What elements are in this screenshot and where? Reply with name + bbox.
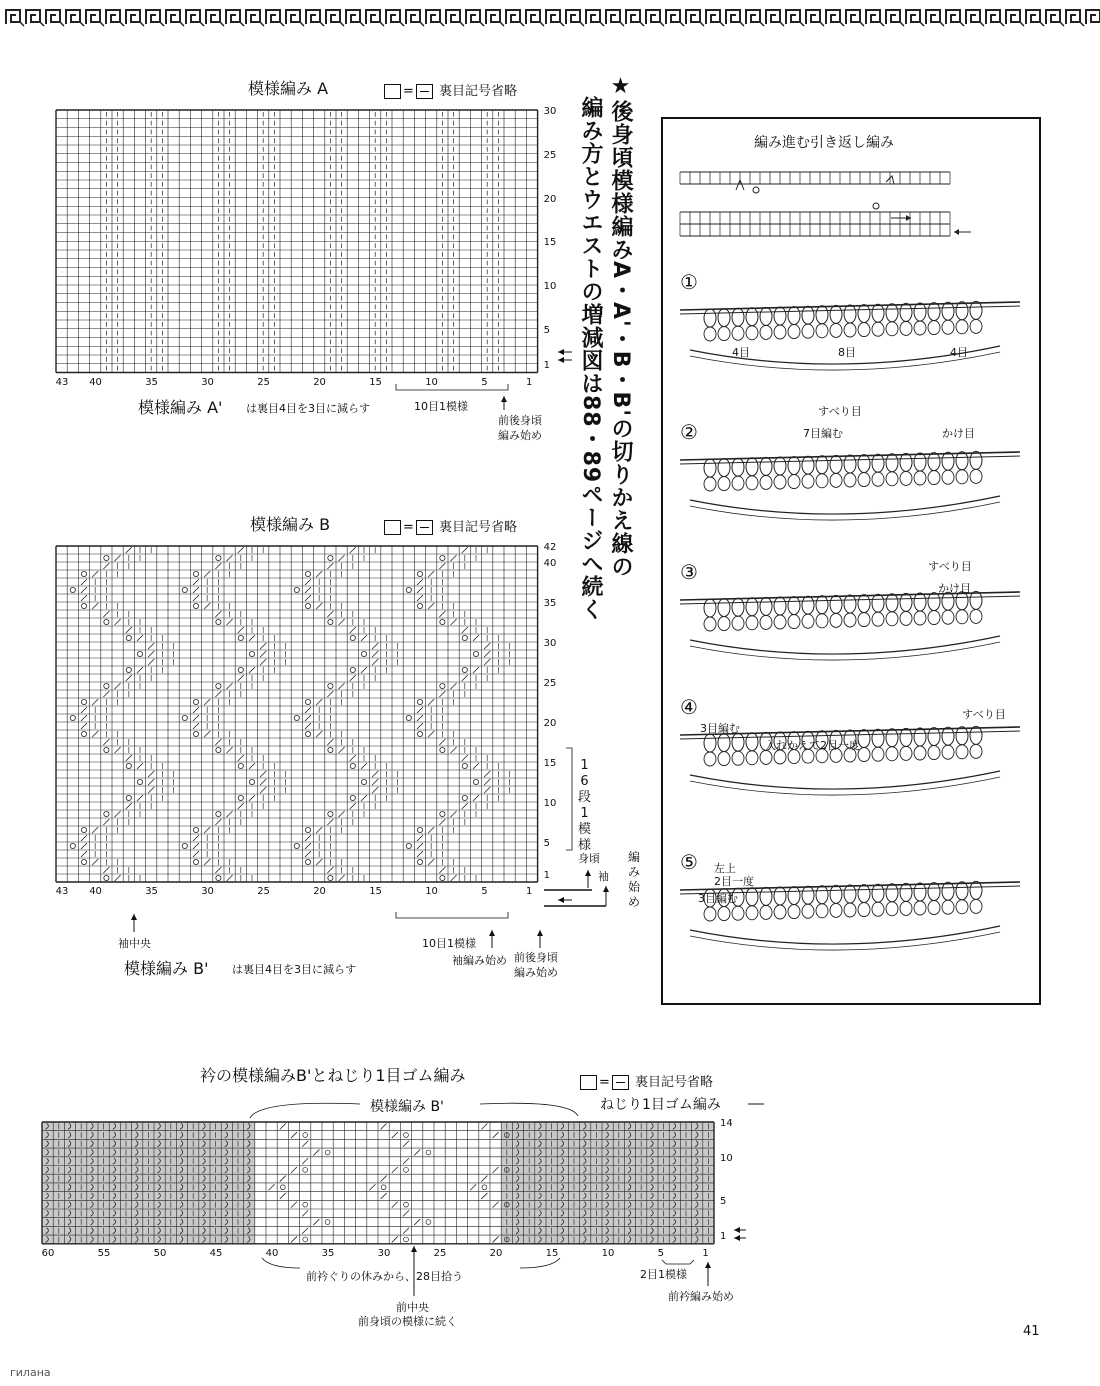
col-tick: 15 xyxy=(369,886,382,897)
col-tick: 30 xyxy=(201,886,214,897)
row-tick: 25 xyxy=(543,678,557,689)
collar-start-label: 前衿編み始め xyxy=(668,1290,734,1303)
col-tick: 10 xyxy=(601,1247,615,1259)
chart-a-repeat-label: 10目1模様 xyxy=(414,400,468,413)
start-char: 編 xyxy=(628,850,641,864)
col-tick: 25 xyxy=(433,1247,447,1259)
chart-a-legend: = 裏目記号省略 xyxy=(382,80,517,99)
legend-text: 裏目記号省略 xyxy=(439,84,518,99)
col-tick: 10 xyxy=(425,376,438,388)
knit-symbol-icon xyxy=(384,520,401,535)
purl-symbol-icon xyxy=(416,84,433,99)
chart-b-sleeve-label: 袖 xyxy=(598,870,609,883)
row-tick: 40 xyxy=(543,558,557,569)
col-tick: 60 xyxy=(41,1247,55,1259)
col-tick: 15 xyxy=(545,1247,559,1259)
collar-center-label: 前中央 xyxy=(396,1301,429,1314)
row-tick: 1 xyxy=(543,359,550,371)
step-label: すべり目 xyxy=(928,560,972,573)
row-tick: 10 xyxy=(543,798,557,809)
row-repeat-char: 段 xyxy=(578,790,592,805)
collar-continue-label: 前身頃の模様に続く xyxy=(358,1315,457,1328)
step-label: 4目 xyxy=(950,346,968,359)
step-number: ② xyxy=(680,420,698,444)
col-tick: 45 xyxy=(209,1247,223,1259)
row-tick: 10 xyxy=(720,1152,733,1164)
start-char: め xyxy=(628,895,641,909)
chart-b-frontback-1: 前後身頃 xyxy=(514,951,558,964)
row-tick: 10 xyxy=(543,281,557,292)
note-line-2: 編み方とウエストの増減図は88・89ページへ続く xyxy=(578,96,603,622)
top-border-ornament xyxy=(0,0,1100,36)
col-tick: 35 xyxy=(145,376,158,388)
row-tick: 1 xyxy=(720,1231,727,1243)
col-tick: 43 xyxy=(55,376,69,388)
col-tick: 35 xyxy=(321,1247,335,1259)
technique-title: 編み進む引き返し編み xyxy=(754,135,894,151)
step-label: 8目 xyxy=(838,346,856,359)
step-label: 2目一度 xyxy=(714,875,754,888)
col-tick: 1 xyxy=(702,1247,709,1259)
knit-symbol-icon xyxy=(384,84,401,99)
row-tick: 20 xyxy=(543,193,557,205)
step-label: かけ目 xyxy=(942,427,975,440)
row-tick: 1 xyxy=(543,870,550,881)
col-tick: 20 xyxy=(313,886,326,897)
col-tick: 40 xyxy=(89,886,102,897)
row-tick: 14 xyxy=(720,1118,733,1129)
col-tick: 43 xyxy=(55,886,69,897)
row-repeat-char: 6 xyxy=(580,774,589,789)
chart-b-start-vertical xyxy=(628,850,640,910)
step-label: 入れかえて2目一度 xyxy=(765,739,860,752)
col-tick: 25 xyxy=(257,376,270,388)
col-tick: 40 xyxy=(265,1247,279,1259)
purl-symbol-icon xyxy=(416,520,433,535)
row-repeat-char: 様 xyxy=(578,838,592,853)
chart-b-body-label: 身頃 xyxy=(578,852,600,865)
step-label: 4目 xyxy=(732,346,750,359)
row-tick: 35 xyxy=(543,598,557,609)
col-tick: 40 xyxy=(89,376,102,388)
collar-section-b: 模様編み B' xyxy=(370,1099,444,1115)
collar-repeat-label: 2目1模様 xyxy=(640,1268,687,1281)
chart-b-legend: = 裏目記号省略 xyxy=(382,516,517,535)
row-repeat-char: 1 xyxy=(580,758,589,773)
col-tick: 1 xyxy=(526,886,533,897)
chart-a-grid xyxy=(40,100,640,420)
col-tick: 50 xyxy=(153,1247,167,1259)
step-number: ⑤ xyxy=(680,850,698,874)
page-number: 41 xyxy=(1023,1324,1040,1339)
row-tick: 25 xyxy=(543,149,557,161)
chart-b-repeat-label: 10目1模様 xyxy=(422,937,476,950)
row-tick: 15 xyxy=(543,237,557,249)
col-tick: 20 xyxy=(489,1247,503,1259)
step-label: 左上 xyxy=(714,862,736,875)
col-tick: 20 xyxy=(313,376,326,388)
col-tick: 25 xyxy=(257,886,270,897)
row-tick: 30 xyxy=(543,638,557,649)
chart-b-sleeve-center: 袖中央 xyxy=(118,937,151,950)
col-tick: 5 xyxy=(657,1247,664,1259)
chart-a-start-label-1: 前後身頃 xyxy=(498,414,542,427)
col-tick: 55 xyxy=(97,1247,111,1259)
row-repeat-char: 1 xyxy=(580,806,589,821)
row-tick: 5 xyxy=(720,1196,727,1208)
chart-a-start-label-2: 編み始め xyxy=(498,429,542,442)
step-label: すべり目 xyxy=(962,708,1006,721)
col-tick: 30 xyxy=(201,376,214,388)
col-tick: 15 xyxy=(369,376,382,388)
note-line-1: ★後身頃模様編みA・A'・B・B'の切りかえ線の xyxy=(608,74,633,579)
knit-symbol-icon xyxy=(580,1075,597,1090)
col-tick: 5 xyxy=(481,886,488,897)
col-tick: 5 xyxy=(481,376,488,388)
chart-b-variant-title: 模様編み B' xyxy=(124,959,209,978)
step-label: 7目編む xyxy=(803,427,843,440)
step-label: すべり目 xyxy=(818,405,862,418)
chart-b-grid xyxy=(40,536,660,936)
technique-mini-chart xyxy=(676,166,976,246)
chart-a-variant-title: 模様編み A' xyxy=(138,398,223,417)
chart-b-sleeve-start: 袖編み始め xyxy=(452,954,507,967)
collar-pickup-note: 前衿ぐりの休みから、28目拾う xyxy=(306,1270,463,1283)
chart-b-variant-note: は裏目4目を3目に減らす xyxy=(232,963,356,976)
chart-a-title: 模様編み A xyxy=(248,79,329,98)
collar-grid xyxy=(30,1110,750,1260)
row-tick: 42 xyxy=(543,542,557,553)
row-tick: 15 xyxy=(543,758,557,769)
start-char: 始 xyxy=(628,880,641,894)
row-tick: 5 xyxy=(543,838,550,849)
legend-text: 裏目記号省略 xyxy=(635,1075,714,1090)
step-number: ④ xyxy=(680,695,698,719)
step-number: ③ xyxy=(680,560,698,584)
collar-title: 衿の模様編みB'とねじり1目ゴム編み xyxy=(200,1066,466,1085)
row-tick: 5 xyxy=(543,324,550,336)
chart-b-row-repeat-label xyxy=(578,758,591,854)
col-tick: 1 xyxy=(526,376,533,388)
chart-b-frontback-2: 編み始め xyxy=(514,966,558,979)
watermark: гилана xyxy=(10,1366,51,1379)
start-char: み xyxy=(628,865,641,879)
col-tick: 10 xyxy=(425,886,438,897)
chart-a-variant-note: は裏目4目を3目に減らす xyxy=(246,402,370,415)
step-number: ① xyxy=(680,270,698,294)
step-label: 3目編む xyxy=(698,892,738,905)
collar-legend: = 裏目記号省略 xyxy=(578,1071,713,1090)
purl-symbol-icon xyxy=(612,1075,629,1090)
collar-section-rib: ねじり1目ゴム編み xyxy=(600,1097,721,1113)
row-tick: 20 xyxy=(543,718,557,729)
step-label: かけ目 xyxy=(938,582,971,595)
col-tick: 30 xyxy=(377,1247,391,1259)
row-tick: 30 xyxy=(543,106,557,117)
border-pattern xyxy=(0,0,1100,36)
step-label: 3目編む xyxy=(700,722,740,735)
col-tick: 35 xyxy=(145,886,158,897)
legend-text: 裏目記号省略 xyxy=(439,520,518,535)
chart-b-title: 模様編み B xyxy=(250,515,331,534)
row-repeat-char: 模 xyxy=(578,822,592,837)
